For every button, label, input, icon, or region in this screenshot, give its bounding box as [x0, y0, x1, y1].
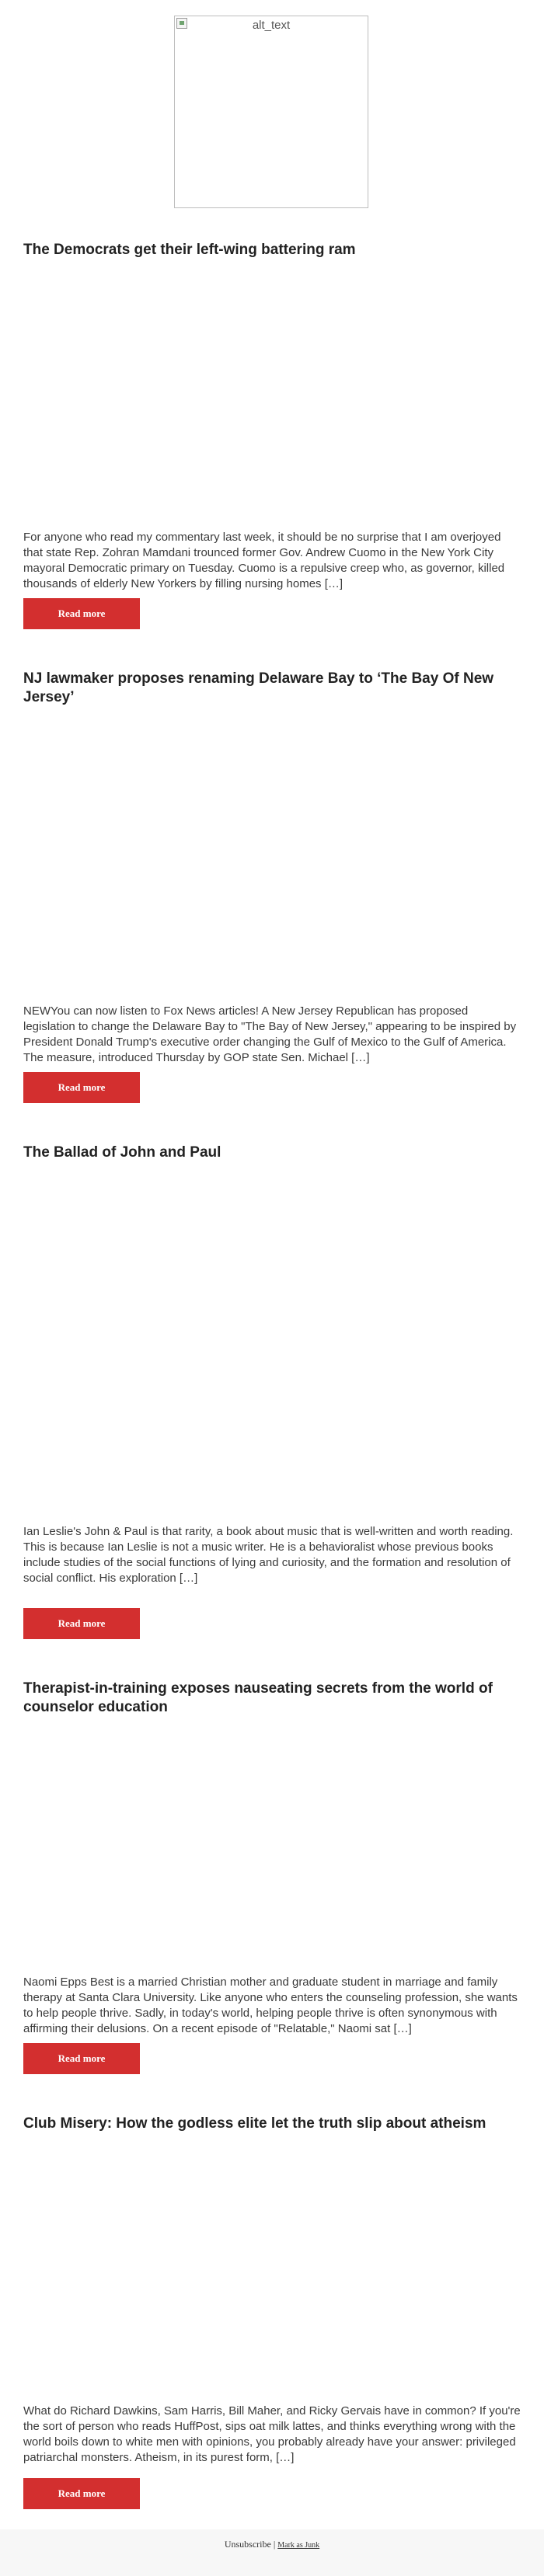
post-title[interactable]: NJ lawmaker proposes renaming Delaware Bay to ‘The Bay Of New Jersey’	[23, 670, 494, 705]
read-more-button[interactable]: Read more	[23, 2043, 140, 2074]
read-more-button[interactable]: Read more	[23, 1608, 140, 1639]
post-excerpt: Ian Leslie's John & Paul is that rarity, a book about music that is well-written and worth reading. This is because Ian Leslie is not a music writer. He is a behavioralist whose previous books include studies of the social functions of lying and curiosity, and the formation and resolution of social conflict. His exploration […]	[23, 1525, 514, 1585]
header-image	[174, 16, 368, 208]
post-image[interactable]	[23, 715, 521, 994]
read-more-button[interactable]: Read more	[23, 2478, 140, 2509]
post-image[interactable]	[23, 1170, 521, 1516]
post-image[interactable]	[23, 268, 521, 520]
post-image[interactable]	[23, 2141, 521, 2394]
read-more-button[interactable]: Read more	[23, 598, 140, 629]
post-title[interactable]: The Ballad of John and Paul	[23, 1144, 221, 1161]
post-title[interactable]: The Democrats get their left-wing battering ram	[23, 242, 356, 258]
post-image[interactable]	[23, 1725, 521, 1965]
post-title[interactable]: Club Misery: How the godless elite let the truth slip about atheism	[23, 2115, 486, 2132]
header-image-alt-text: alt_text	[252, 19, 291, 32]
post-excerpt: NEWYou can now listen to Fox News articles! A New Jersey Republican has proposed legislation to change the Delaware Bay to "The Bay of New Jersey," appearing to be inspired by President Donald Trump's executive order changing the Gulf of Mexico to the Gulf of America. The measure, introduced Thursday by GOP state Sen. Michael […]	[23, 1004, 517, 1064]
post-excerpt: Naomi Epps Best is a married Christian mother and graduate student in marriage and family therapy at Santa Clara University. Like anyone who enters the counseling profession, she wants to help people thrive. Sadly, in today's world, helping people thrive is often synonymous with affirming their delusions. On a recent episode of "Relatable," Naomi sat […]	[23, 1976, 518, 2035]
unsubscribe-link[interactable]: Unsubscribe	[224, 2539, 271, 2550]
footer-separator: |	[273, 2539, 276, 2550]
post-title[interactable]: Therapist-in-training exposes nauseating secrets from the world of counselor education	[23, 1680, 493, 1715]
mark-as-junk-link[interactable]: Mark as Junk	[277, 2541, 320, 2550]
footer	[0, 2529, 544, 2576]
post-excerpt: For anyone who read my commentary last week, it should be no surprise that I am overjoyed that state Rep. Zohran Mamdani trounced former Gov. Andrew Cuomo in the New York City mayoral Democratic primary on Tuesday. Cuomo is a repulsive creep who, as governor, killed thousands of elderly New Yorkers by filling nursing homes […]	[23, 531, 505, 590]
read-more-button[interactable]: Read more	[23, 1072, 140, 1103]
post-excerpt: What do Richard Dawkins, Sam Harris, Bill Maher, and Ricky Gervais have in common? If you're the sort of person who reads HuffPost, sips oat milk lattes, and thinks everything wrong with the world boils down to white men with opinions, you probably already have your answer: privileged patriarchal monsters. Atheism, in its purest form, […]	[23, 2404, 521, 2464]
